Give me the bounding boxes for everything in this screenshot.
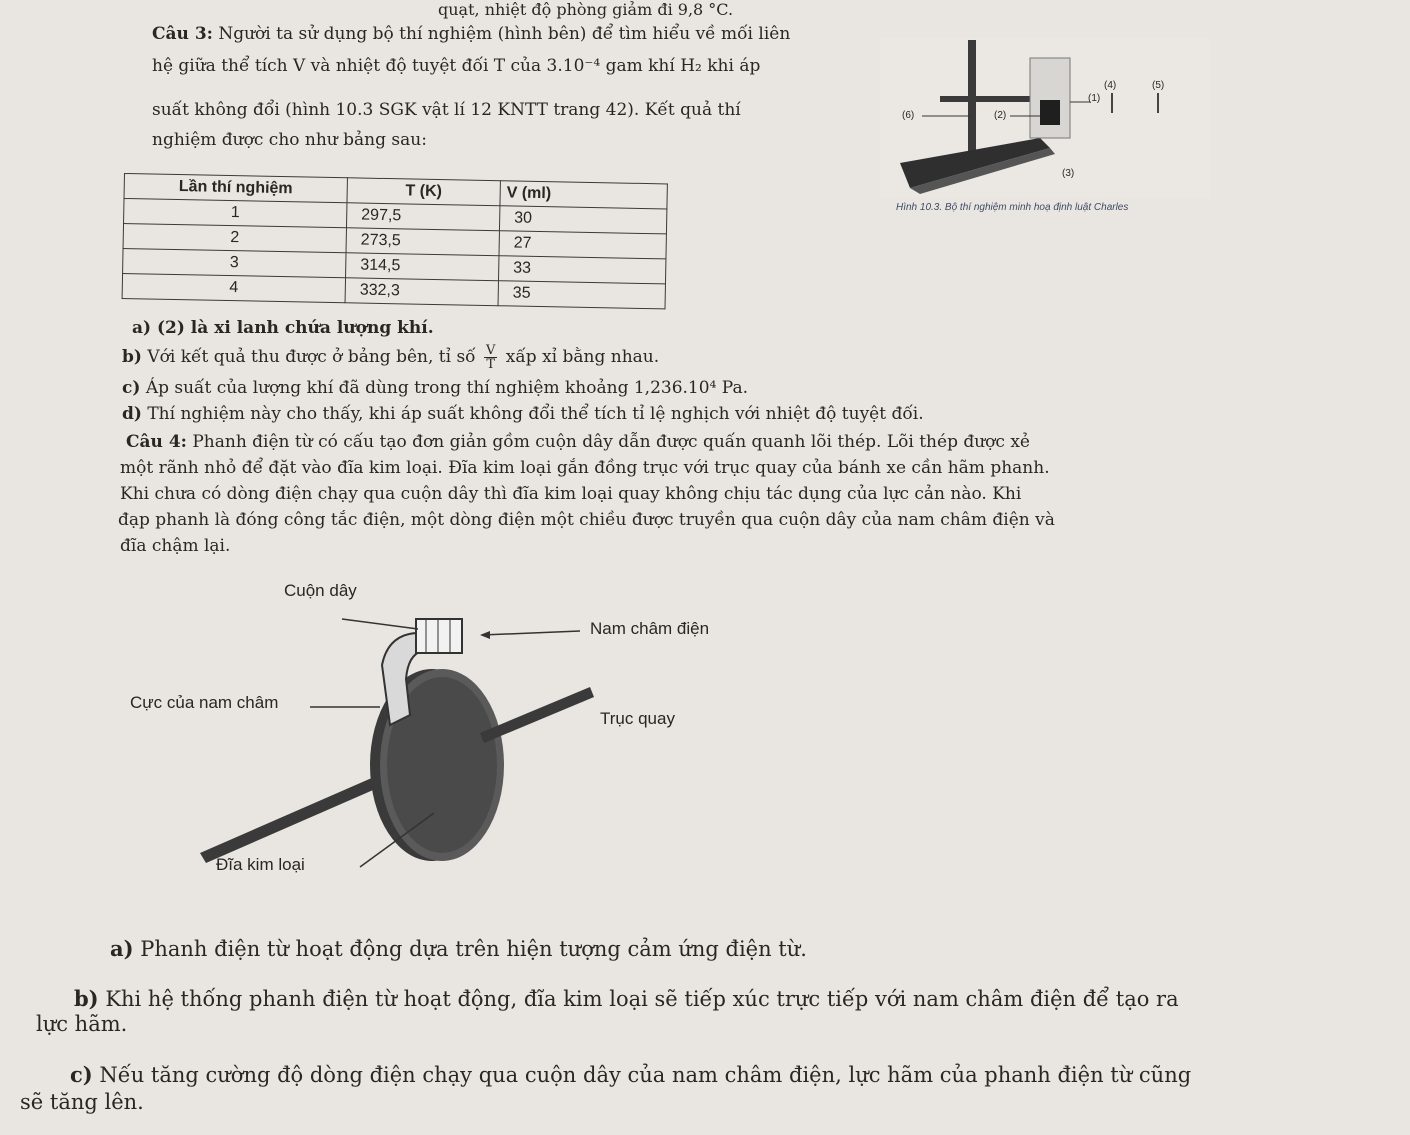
brake-figure	[120, 575, 760, 895]
table-cell: 4	[122, 273, 345, 302]
q3-option-a: a) (2) là xi lanh chứa lượng khí.	[132, 318, 434, 338]
q3-option-c-text: Áp suất của lượng khí đã dùng trong thí nghiệm khoảng 1,236.10⁴ Pa.	[145, 378, 748, 398]
q3-line2: hệ giữa thể tích V và nhiệt độ tuyệt đối T của 3.10⁻⁴ gam khí H₂ khi áp	[152, 56, 761, 76]
q3-option-d	[122, 404, 924, 424]
q3-option-c-label: c)	[122, 378, 141, 398]
apparatus-label-4: (4)	[1104, 80, 1117, 91]
apparatus-label-6: (6)	[902, 110, 915, 121]
table-cell: 3	[123, 248, 346, 277]
q4-line3: Khi chưa có dòng điện chạy qua cuộn dây thì đĩa kim loại quay không chịu tác dụng của lực cản nào. Khi	[120, 484, 1022, 504]
q4-option-a-label: a)	[110, 936, 134, 961]
pole-label: Cực của nam châm	[130, 693, 279, 712]
q4-option-a	[110, 936, 807, 961]
magnet-label: Nam châm điện	[590, 619, 710, 638]
q3-option-b	[122, 344, 659, 371]
table-cell: 314,5	[346, 253, 499, 281]
q3-option-c	[122, 378, 748, 398]
q3-option-b-label: b)	[122, 347, 142, 367]
q4-option-b-label: b)	[74, 986, 99, 1011]
apparatus-label-1: (1)	[1088, 93, 1101, 104]
q3-line1-text: Người ta sử dụng bộ thí nghiệm (hình bên) để tìm hiểu về mối liên	[218, 24, 791, 44]
disc-label: Đĩa kim loại	[216, 855, 305, 874]
q4-label: Câu 4:	[126, 432, 187, 452]
q4-option-c-continuation: sẽ tăng lên.	[20, 1090, 144, 1114]
q4-option-a-text: Phanh điện từ hoạt động dựa trên hiện tượng cảm ứng điện từ.	[140, 937, 807, 961]
v-over-t-fraction	[484, 344, 497, 371]
coil-label: Cuộn dây	[284, 581, 357, 600]
q3-line4: nghiệm được cho như bảng sau:	[152, 130, 427, 150]
q4-option-b-text: Khi hệ thống phanh điện từ hoạt động, đĩa kim loại sẽ tiếp xúc trực tiếp với nam châm điện để tạo ra	[105, 987, 1179, 1011]
figure-caption: Hình 10.3. Bộ thí nghiệm minh hoạ định luật Charles	[896, 202, 1129, 213]
q4-line1-text: Phanh điện từ có cấu tạo đơn giản gồm cuộn dây dẫn được quấn quanh lõi thép. Lõi thép được xẻ	[192, 432, 1030, 452]
q4-line1	[126, 432, 1030, 452]
table-cell: 35	[498, 281, 665, 309]
fraction-numerator: V	[485, 343, 496, 358]
charles-apparatus-figure	[880, 38, 1210, 198]
table-cell: 273,5	[346, 228, 499, 256]
q4-line2: một rãnh nhỏ để đặt vào đĩa kim loại. Đĩa kim loại gắn đồng trục với trục quay của bánh xe cần hãm phanh.	[120, 458, 1050, 478]
q4-option-c	[70, 1062, 1191, 1087]
q4-option-c-text: Nếu tăng cường độ dòng điện chạy qua cuộn dây của nam châm điện, lực hãm của phanh điện từ cũng	[99, 1063, 1192, 1087]
table-cell: 30	[499, 206, 666, 234]
table-cell: 33	[499, 256, 666, 284]
apparatus-label-2: (2)	[994, 110, 1007, 121]
experiment-table	[122, 173, 668, 309]
axle-label: Trục quay	[600, 709, 675, 728]
table-header: V (ml)	[500, 181, 667, 209]
q3-line1	[152, 24, 790, 44]
q4-line5: đĩa chậm lại.	[120, 536, 231, 556]
q3-option-b-tail: xấp xỉ bằng nhau.	[505, 347, 660, 367]
q3-option-d-text: Thí nghiệm này cho thấy, khi áp suất không đổi thể tích tỉ lệ nghịch với nhiệt độ tuyệt đối.	[147, 404, 924, 424]
q4-option-c-label: c)	[70, 1062, 93, 1087]
apparatus-label-5: (5)	[1152, 80, 1165, 91]
q4-option-b	[74, 986, 1179, 1011]
table-cell: 2	[123, 224, 346, 253]
top-text: quạt, nhiệt độ phòng giảm đi 9,8 °C.	[438, 0, 734, 19]
table-cell: 332,3	[345, 278, 498, 306]
table-header: Lần thí nghiệm	[124, 174, 347, 203]
table-header: T (K)	[347, 178, 500, 206]
table-cell: 27	[499, 231, 666, 259]
q3-label: Câu 3:	[152, 24, 213, 44]
apparatus-drawing	[880, 38, 1210, 198]
table-cell: 1	[124, 199, 347, 228]
q4-option-b-continuation: lực hãm.	[36, 1012, 128, 1036]
q4-line4: đạp phanh là đóng công tắc điện, một dòng điện một chiều được truyền qua cuộn dây của nam châm điện và	[118, 510, 1055, 530]
table-cell: 297,5	[346, 203, 499, 231]
apparatus-label-3: (3)	[1062, 168, 1075, 179]
q3-line3: suất không đổi (hình 10.3 SGK vật lí 12 KNTT trang 42). Kết quả thí	[152, 100, 741, 120]
q3-option-b-text: Với kết quả thu được ở bảng bên, tỉ số	[147, 347, 476, 367]
q3-option-d-label: d)	[122, 404, 142, 424]
fraction-denominator: T	[486, 357, 496, 372]
